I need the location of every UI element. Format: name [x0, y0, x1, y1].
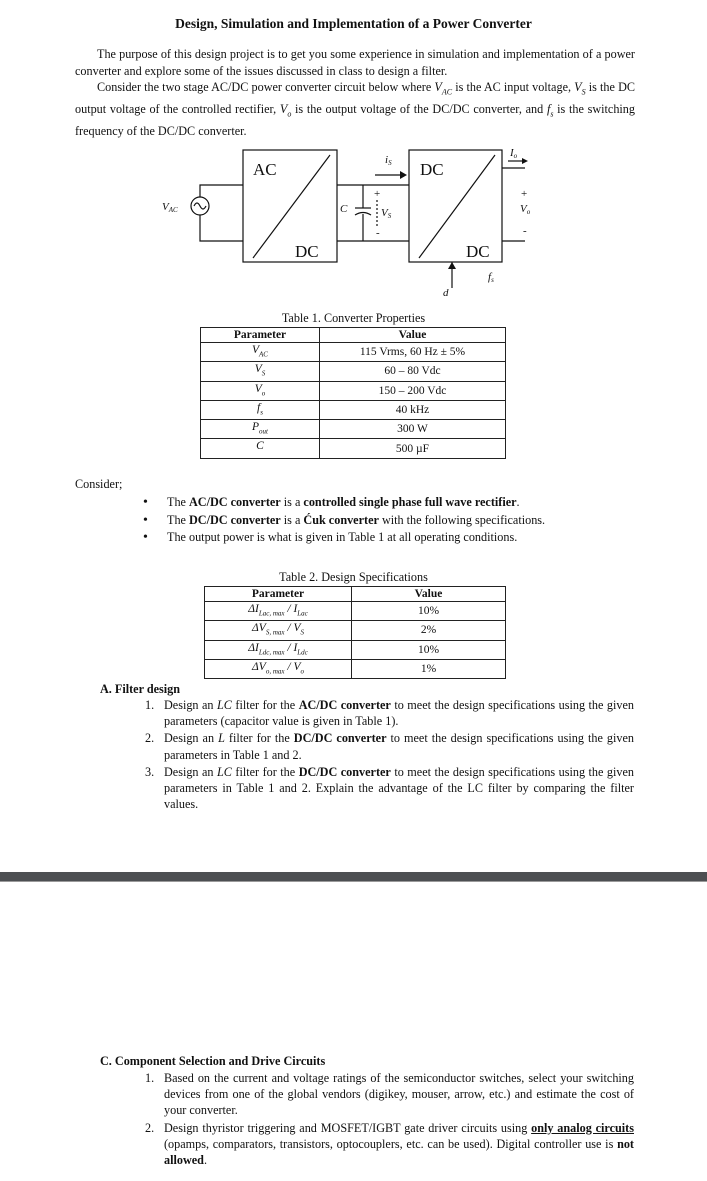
page-title: Design, Simulation and Implementation of a Power Converter — [175, 16, 532, 31]
table2-value: 10% — [352, 640, 506, 659]
table1-value: 60 – 80 Vdc — [320, 362, 506, 381]
table2-value: 2% — [352, 621, 506, 640]
table1-param: $P_{out}$ — [201, 420, 320, 439]
page-divider-shadow — [0, 881, 707, 882]
table1-value: 300 W — [320, 420, 506, 439]
table2-param: $\Delta I_{Lac, max} / I_{Lac}$ — [205, 602, 352, 621]
table2-header-row — [205, 587, 506, 602]
list-item: • The DC/DC converter is a Ćuk converter with the following specifications. — [140, 512, 640, 530]
d-label: d — [443, 287, 449, 299]
table-row — [201, 400, 506, 419]
wire-ac-bottom — [200, 215, 243, 241]
table-row — [205, 640, 506, 659]
table1-value: 500 µF — [320, 439, 506, 458]
d-arrowhead — [448, 262, 456, 269]
section-a-list — [142, 697, 634, 813]
table1-param: $V_o$ — [201, 381, 320, 400]
dcdc-block-top-label: DC — [420, 160, 444, 179]
vs-label: VS — [381, 207, 392, 220]
vac-label: VAC — [162, 201, 178, 214]
vo-plus-sign: + — [521, 188, 528, 200]
list-item: 1. Design an LC filter for the AC/DC converter to meet the design specifications using the given parameters (capacitor value is given in Table 1). — [145, 698, 635, 729]
table2-header-parameter: Parameter — [205, 587, 352, 602]
acdc-block-top-label: AC — [253, 160, 277, 179]
table1-value: 40 kHz — [320, 400, 506, 419]
section-c-list — [142, 1070, 634, 1169]
table1-caption: Table 1. Converter Properties — [281, 311, 426, 325]
wire-ac-top — [200, 185, 243, 197]
table2-value: 1% — [352, 659, 506, 678]
list-item: 2. Design thyristor triggering and MOSFET/IGBT gate driver circuits using only analog circuits (opamps, comparators, transistors, optocouplers, etc. can be used). Digital controller use is not allowed. — [145, 1120, 634, 1168]
table1-param: C — [201, 439, 320, 458]
intro-paragraph-2: Consider the two stage AC/DC power converter circuit below where $V_{AC}$ is the AC input voltage, $V_S$ is the DC output voltage of the controlled rectifier, $V_o$ is the output voltage of the DC/DC converter, and $f_s$ is the switching frequency of the DC/DC converter. — [75, 80, 636, 138]
table2-design-specifications — [204, 586, 506, 679]
table1-value: 115 Vrms, 60 Hz ± 5% — [320, 343, 506, 362]
fs-label: fs — [488, 271, 494, 284]
dcdc-block-bottom-label: DC — [466, 242, 490, 261]
table1-param: $f_s$ — [201, 400, 320, 419]
table1-param: $V_{AC}$ — [201, 343, 320, 362]
vs-plus-sign: + — [374, 188, 381, 200]
is-label: iS — [385, 154, 392, 167]
acdc-block-bottom-label: DC — [295, 242, 319, 261]
cap-label: C — [340, 203, 348, 215]
list-item: • The AC/DC converter is a controlled single phase full wave rectifier. — [140, 494, 640, 512]
table2-header-value: Value — [352, 587, 506, 602]
table-row — [201, 439, 506, 458]
table-row — [201, 362, 506, 381]
io-label: Io — [510, 147, 518, 160]
vo-minus-sign: - — [523, 225, 527, 237]
table-row — [205, 659, 506, 678]
converter-circuit-diagram — [0, 140, 707, 300]
list-item: 1. Based on the current and voltage ratings of the semiconductor switches, select your switching devices from one of the global vendors (digikey, mouser, arrow, etc.) and estimate the cost of your converter. — [145, 1071, 634, 1118]
vs-minus-sign: - — [376, 227, 380, 239]
section-c-heading: C. Component Selection and Drive Circuits — [100, 1054, 326, 1068]
table-row — [201, 343, 506, 362]
list-item: 2. Design an L filter for the DC/DC converter to meet the design specifications using the given parameters in Table 1 and 2. — [145, 731, 634, 762]
section-a-heading: A. Filter design — [100, 682, 181, 696]
table2-param: $\Delta I_{Ldc, max} / I_{Ldc}$ — [205, 640, 352, 659]
table2-value: 10% — [352, 602, 506, 621]
table1-header-parameter: Parameter — [201, 328, 320, 343]
table-row — [205, 621, 506, 640]
table1-header-value: Value — [320, 328, 506, 343]
bullet-list — [140, 494, 640, 547]
io-arrowhead — [522, 158, 528, 164]
table1-param: $V_S$ — [201, 362, 320, 381]
table1-value: 150 – 200 Vdc — [320, 381, 506, 400]
list-item: • The output power is what is given in Table 1 at all operating conditions. — [140, 529, 640, 547]
table1-header-row — [201, 328, 506, 343]
table2-caption: Table 2. Design Specifications — [279, 570, 428, 584]
table2-param: $\Delta V_{o, max} / V_o$ — [205, 659, 352, 678]
vo-label: Vo — [520, 203, 531, 216]
page-divider — [0, 872, 707, 881]
ac-source-wave — [194, 203, 206, 209]
list-item: 3. Design an LC filter for the DC/DC converter to meet the design specifications using the given parameters in Table 1 and 2. Explain the advantage of the LC filter by comparing the filter values. — [145, 764, 635, 812]
consider-label: Consider; — [75, 477, 123, 491]
table1-converter-properties — [200, 327, 506, 459]
table-row — [201, 420, 506, 439]
table2-param: $\Delta V_{S, max} / V_S$ — [205, 621, 352, 640]
intro-paragraph-1: The purpose of this design project is to get you some experience in simulation and implementation of a power converter and explore some of the issues discussed in class to design a filter. — [75, 47, 635, 78]
intro-text — [75, 46, 635, 139]
is-arrowhead — [400, 171, 407, 179]
table-row — [201, 381, 506, 400]
table-row — [205, 602, 506, 621]
